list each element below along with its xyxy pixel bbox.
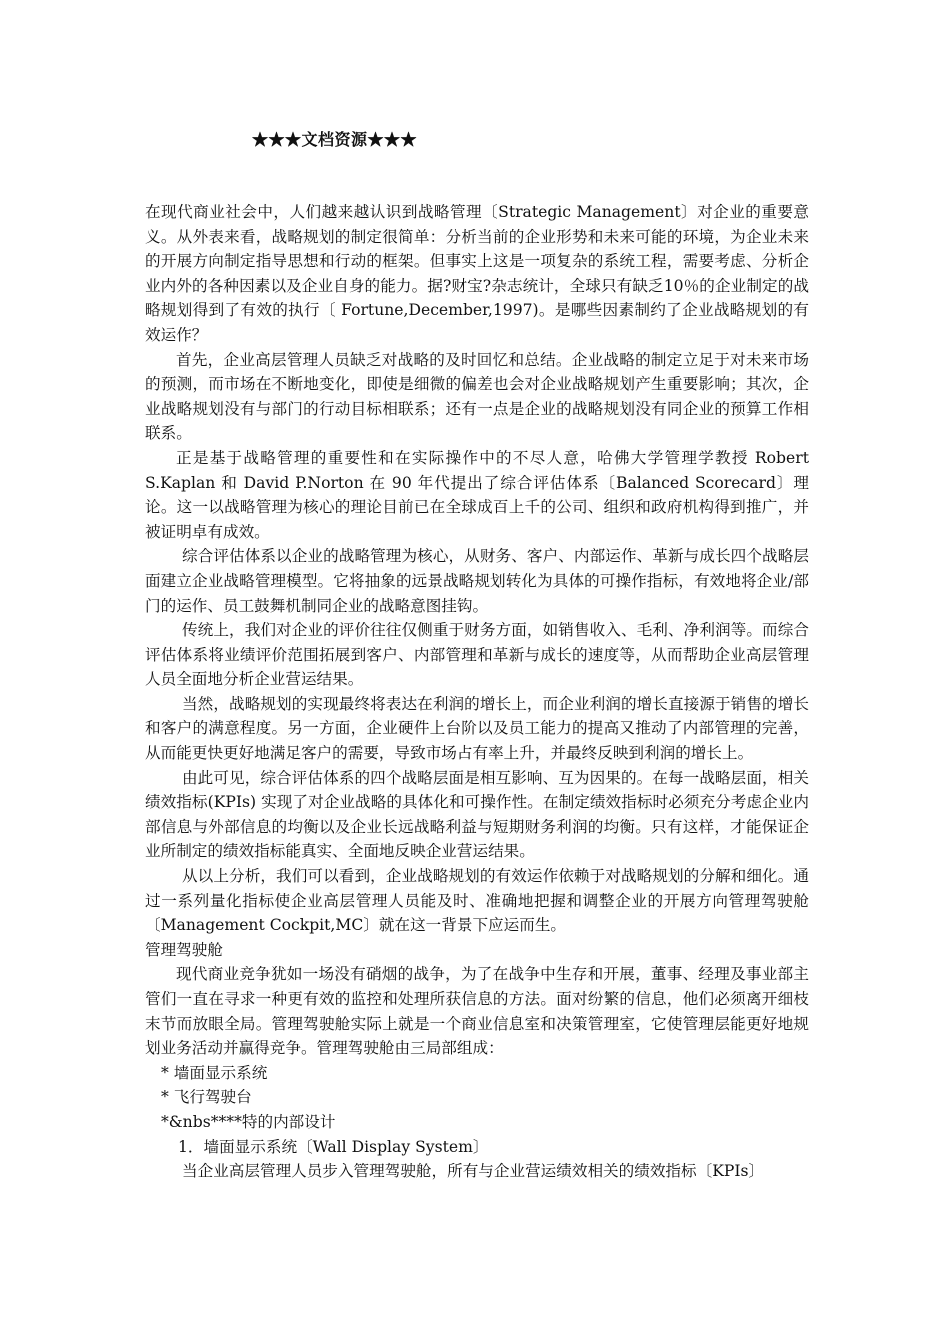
- list-item: * 飞行驾驶台: [161, 1088, 252, 1107]
- paragraph: 由此可见，综合评估体系的四个战略层面是相互影响、互为因果的。在每一战略层面，相关绩效指标(KPIs) 实现了对企业战略的具体化和可操作性。在制定绩效指标时必须充分考虑企业内部信息与外部信息的均衡以及企业长远战略利益与短期财务利润的均衡。只有这样，才能保证企业所制定的绩效指标能真实、全面地反映企业营运结果。: [145, 768, 809, 861]
- paragraph: 当然，战略规划的实现最终将表达在利润的增长上，而企业利润的增长直接源于销售的增长和客户的满意程度。另一方面，企业硬件上台阶以及员工能力的提高又推动了内部管理的完善，从而能更快更好地满足客户的需要，导致市场占有率上升，并最终反映到利润的增长上。: [145, 694, 809, 763]
- paragraph: 传统上，我们对企业的评价往往仅侧重于财务方面，如销售收入、毛利、净利润等。而综合评估体系将业绩评价范围拓展到客户、内部管理和革新与成长的速度等，从而帮助企业高层管理人员全面地分析企业营运结果。: [145, 621, 809, 689]
- paragraph: 现代商业竞争犹如一场没有硝烟的战争，为了在战争中生存和开展，董事、经理及事业部主管们一直在寻求一种更有效的监控和处理所获信息的方法。面对纷繁的信息，他们必须离开细枝末节而放眼全局。管理驾驶舱实际上就是一个商业信息室和决策管理室，它使管理层能更好地规划业务活动并赢得竞争。管理驾驶舱由三局部组成：: [145, 965, 809, 1058]
- paragraph: 从以上分析，我们可以看到，企业战略规划的有效运作依赖于对战略规划的分解和细化。通过一系列量化指标使企业高层管理人员能及时、准确地把握和调整企业的开展方向管理驾驶舱〔Management Cockpit,MC〕就在这一背景下应运而生。: [145, 867, 809, 935]
- list-item: * 墙面显示系统: [161, 1063, 268, 1082]
- paragraph-intro: 在现代商业社会中，人们越来越认识到战略管理〔Strategic Management〕对企业的重要意义。从外表来看，战略规划的制定很简单：分析当前的企业形势和未来可能的环境，为企业未来的开展方向制定指导思想和行动的框架。但事实上这是一项复杂的系统工程，需要考虑、分析企业内外的各种因素以及企业自身的能力。据?财宝?杂志统计，全球只有缺乏10％的企业制定的战略规划得到了有效的执行〔 Fortune,December,1997)。是哪些因素制约了企业战略规划的有效运作？: [145, 203, 809, 344]
- numbered-heading: 1．墙面显示系统〔Wall Display System〕: [178, 1137, 489, 1156]
- section-heading: 管理驾驶舱: [145, 940, 223, 959]
- paragraph: 正是基于战略管理的重要性和在实际操作中的不尽人意，哈佛大学管理学教授 Robert S.Kaplan 和 David P.Norton 在 90 年代提出了综合评估体系〔Balanced Scorecard〕理论。这一以战略管理为核心的理论目前已在全球成百上千的公司、组织和政府机构得到推广，并被证明卓有成效。: [145, 448, 809, 541]
- document-header: ★★★文档资源★★★: [252, 130, 418, 149]
- paragraph: 当企业高层管理人员步入管理驾驶舱，所有与企业营运绩效相关的绩效指标〔KPIs〕: [182, 1162, 765, 1181]
- document-body: [145, 200, 809, 1184]
- paragraph: 首先，企业高层管理人员缺乏对战略的及时回忆和总结。企业战略的制定立足于对未来市场的预测，而市场在不断地变化，即使是细微的偏差也会对企业战略规划产生重要影响；其次，企业战略规划没有与部门的行动目标相联系；还有一点是企业的战略规划没有同企业的预算工作相联系。: [145, 350, 809, 443]
- paragraph: 综合评估体系以企业的战略管理为核心，从财务、客户、内部运作、革新与成长四个战略层面建立企业战略管理模型。它将抽象的远景战略规划转化为具体的可操作指标，有效地将企业/部门的运作、员工鼓舞机制同企业的战略意图挂钩。: [145, 547, 809, 615]
- list-item: *&nbs****特的内部设计: [161, 1112, 336, 1131]
